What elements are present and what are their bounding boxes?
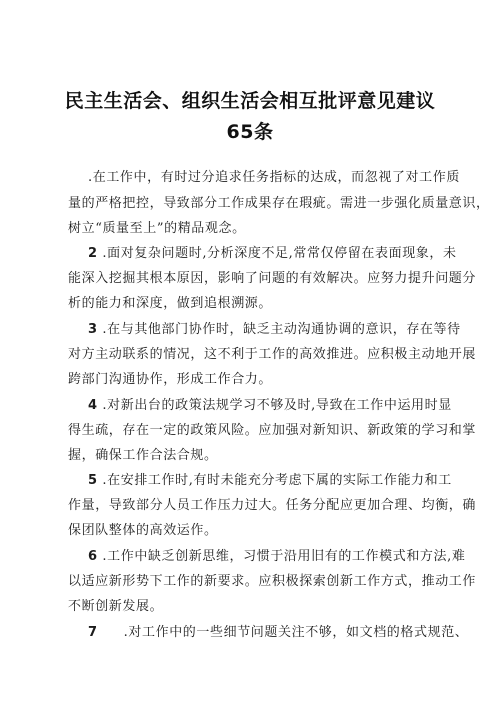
paragraph-1-line-3: 树立“质量至上”的精品观念。 <box>68 221 246 236</box>
document-title-count: 65条 <box>226 121 274 143</box>
item-number: 6 <box>88 549 98 564</box>
paragraph-5-line-1 <box>88 469 452 488</box>
paragraph-4-line-2: 得生疏，存在一定的政策风险。应加强对新知识、新政策的学习和掌 <box>68 423 477 438</box>
paragraph-text: .对工作中的一些细节问题关注不够，如文档的格式规范、 <box>123 625 469 640</box>
paragraph-2-line-1 <box>88 242 457 261</box>
paragraph-6-line-1 <box>88 545 465 564</box>
paragraph-5-line-2: 作量，导致部分人员工作压力过大。任务分配应更加合理、均衡，确 <box>68 498 477 513</box>
paragraph-2-line-2: 能深入挖掘其根本原因，影响了问题的有效解决。应努力提升问题分 <box>68 271 477 286</box>
paragraph-2-line-3: 析的能力和深度，做到追根溯源。 <box>68 296 273 311</box>
paragraph-4-line-3: 握，确保工作合法合规。 <box>68 448 218 463</box>
paragraph-4-line-1 <box>88 394 452 413</box>
paragraph-3-line-2: 对方主动联系的情况，这不利于工作的高效推进。应积极主动地开展 <box>68 347 477 362</box>
paragraph-6-line-3: 不断创新发展。 <box>68 599 164 614</box>
paragraph-6-line-2: 以适应新形势下工作的新要求。应积极探索创新工作方式，推动工作 <box>68 574 477 589</box>
item-number: 2 <box>88 246 98 261</box>
paragraph-1-line-2: 量的严格把控，导致部分工作成果存在瑕疵。需进一步强化质量意识， <box>68 196 490 211</box>
paragraph-7-line-1 <box>88 621 468 640</box>
paragraph-3-line-1 <box>88 318 461 337</box>
paragraph-text: .在与其他部门协作时，缺乏主动沟通协调的意识，存在等待 <box>102 322 461 337</box>
item-number: 4 <box>88 398 98 413</box>
document-title: 民主生活会、组织生活会相互批评意见建议 <box>64 90 436 112</box>
item-number: 7 <box>88 625 98 640</box>
paragraph-5-line-3: 保团队整体的高效运作。 <box>68 523 218 538</box>
paragraph-text: .工作中缺乏创新思维，习惯于沿用旧有的工作模式和方法,难 <box>102 549 466 564</box>
paragraph-text: .对新出台的政策法规学习不够及时,导致在工作中运用时显 <box>102 398 452 413</box>
paragraph-1-line-1: .在工作中，有时过分追求任务指标的达成，而忽视了对工作质 <box>88 170 460 185</box>
item-number: 3 <box>88 322 98 337</box>
paragraph-text: .在安排工作时,有时未能充分考虑下属的实际工作能力和工 <box>102 473 452 488</box>
paragraph-text: .面对复杂问题时,分析深度不足,常常仅停留在表面现象，未 <box>102 246 457 261</box>
item-number: 5 <box>88 473 98 488</box>
paragraph-3-line-3: 跨部门沟通协作，形成工作合力。 <box>68 372 273 387</box>
